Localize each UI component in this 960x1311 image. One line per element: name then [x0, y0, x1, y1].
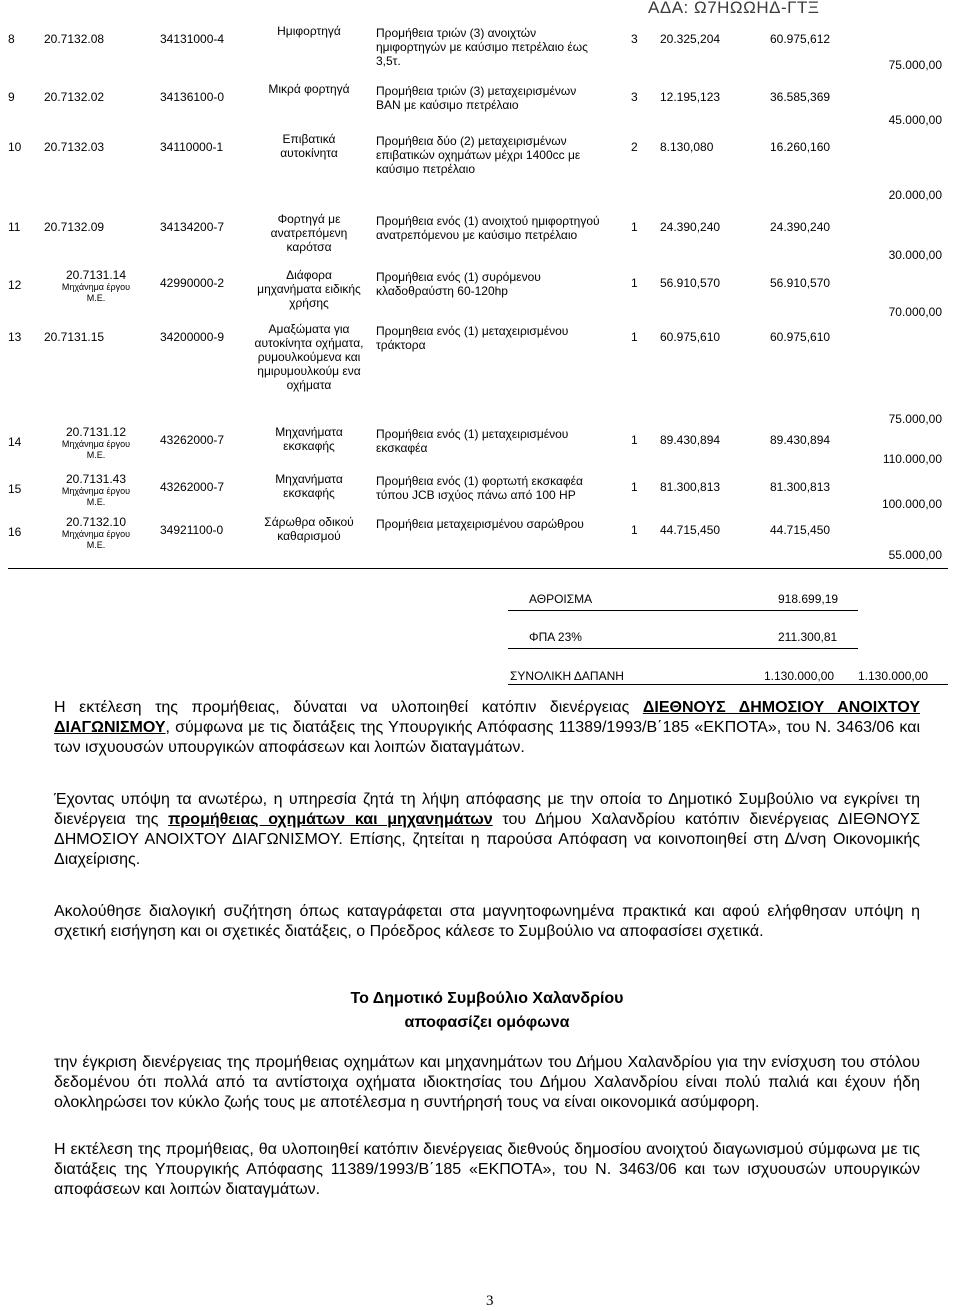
row-budget: 20.000,00 [888, 188, 942, 202]
row-code: 20.7131.12 [65, 425, 127, 439]
row-number: 12 [8, 278, 22, 292]
row-number: 8 [8, 32, 15, 46]
row-code-sub: Μηχάνημα έργου Μ.Ε. [61, 529, 131, 550]
row-quantity: 1 [631, 276, 638, 290]
p3-text: Ακολούθησε διαλογική συζήτηση όπως καταγράφεται στα μαγνητοφωνημένα πρακτικά και αφού ελήφθησαν υπόψη η σχετική εισήγηση και οι σχετικές διατάξεις, ο Πρόεδρος κάλεσε το Συμβούλιο να αποφασίσει σχετικά. [54, 903, 920, 940]
row-quantity: 2 [631, 140, 638, 154]
row-total: 81.300,813 [770, 480, 831, 494]
p1-text-a: Η εκτέλεση της προμήθειας, δύναται να υλοποιηθεί κατόπιν διενέργειας [54, 699, 643, 716]
row-type: Σάρωθρα οδικού καθαρισμού [264, 515, 354, 543]
row-budget: 70.000,00 [888, 305, 942, 319]
row-description: Προμήθεια ενός (1) συρόμενου κλαδοθραύστη 60-120hp [376, 270, 541, 298]
page-number: 3 [486, 1293, 494, 1309]
p4-text: την έγκριση διενέργειας της προμήθειας οχημάτων και μηχανημάτων του Δήμου Χαλανδρίου για την ενίσχυση του στόλου δεδομένου ότι πολλά από τα αντίστοιχα οχήματα ιδιοκτησίας του Δήμου Χαλανδρίου είναι πολύ παλιά και έχουν ήδη ολοκληρώσει τον κύκλο ζωής τους με αποτέλεσμα η συντήρησή τους να είναι οικονομικά ασύμφορη. [54, 1054, 920, 1111]
row-quantity: 3 [631, 90, 638, 104]
p1-text-bold: ΔΙΕΘΝΟΥΣ ΔΗΜΟΣΙΟΥ ΑΝΟΙΧΤΟΥ ΔΙΑΓΩΝΙΣΜΟΥ [54, 699, 921, 736]
paragraph-request [54, 790, 920, 870]
row-cpv: 43262000-7 [160, 433, 225, 447]
paragraph-approval [54, 1053, 920, 1113]
grand-label: ΣΥΝΟΛΙΚΗ ΔΑΠΑΝΗ [510, 669, 624, 683]
row-description: Προμήθεια ενός (1) μεταχειρισμένου εκσκαφέα [376, 427, 569, 455]
row-cpv: 34921100-0 [160, 523, 224, 537]
p2-text-bold: προμήθειας οχημάτων και μηχανημάτων [168, 811, 493, 828]
row-quantity: 1 [631, 330, 638, 344]
row-number: 13 [8, 330, 22, 344]
paragraph-execution-final [54, 1140, 920, 1200]
row-number: 16 [8, 525, 22, 539]
row-code: 20.7132.09 [44, 220, 105, 234]
row-total: 56.910,570 [770, 276, 831, 290]
row-code: 20.7132.03 [44, 140, 105, 154]
row-budget: 55.000,00 [888, 548, 942, 562]
vat-rule [508, 648, 858, 649]
row-quantity: 1 [631, 220, 638, 234]
row-total: 36.585,369 [770, 90, 831, 104]
row-budget: 110.000,00 [882, 452, 942, 466]
row-type: Αμαξώματα για αυτοκίνητα οχήματα, ρυμουλκούμενα και ημιρυμουλκούμ ενα οχήματα [254, 322, 364, 392]
grand-value: 1.130.000,00 [764, 669, 835, 683]
row-unit-price: 8.130,080 [660, 140, 714, 154]
sum-label: ΑΘΡΟΙΣΜΑ [529, 592, 593, 606]
row-description: Προμήθεια ενός (1) φορτωτή εκσκαφέα τύπου JCB ισχύος πάνω από 100 HP [376, 474, 583, 502]
row-unit-price: 56.910,570 [660, 276, 721, 290]
row-cpv: 34131000-4 [160, 32, 225, 46]
row-budget: 75.000,00 [888, 412, 942, 426]
sum-value: 918.699,19 [778, 592, 839, 606]
row-type: Διάφορα μηχανήματα ειδικής χρήσης [257, 268, 361, 310]
row-quantity: 1 [631, 433, 638, 447]
row-number: 9 [8, 90, 15, 104]
row-code: 20.7131.15 [44, 330, 105, 344]
row-code-sub: Μηχάνημα έργου Μ.Ε. [61, 439, 131, 460]
row-unit-price: 24.390,240 [660, 220, 721, 234]
table-bottom-rule [8, 568, 948, 569]
p5-text: Η εκτέλεση της προμήθειας, θα υλοποιηθεί κατόπιν διενέργειας διεθνούς δημοσίου ανοιχτού διαγωνισμού σύμφωνα με τις διατάξεις της Υπουργικής Απόφασης 11389/1993/Β΄185 «ΕΚΠΟΤΑ», του Ν. 3463/06 και των ισχυουσών υπουργικών αποφάσεων και λοιπών διαταγμάτων. [54, 1141, 920, 1198]
row-code: 20.7131.14 [65, 268, 127, 282]
row-unit-price: 12.195,123 [660, 90, 721, 104]
row-budget: 45.000,00 [888, 113, 942, 127]
row-quantity: 1 [631, 523, 638, 537]
paragraph-discussion [54, 902, 920, 942]
row-unit-price: 81.300,813 [660, 480, 721, 494]
row-unit-price: 20.325,204 [660, 32, 721, 46]
row-code-sub: Μηχάνημα έργου Μ.Ε. [61, 282, 131, 303]
row-code: 20.7131.43 [65, 472, 127, 486]
row-quantity: 3 [631, 32, 638, 46]
row-type: Μηχανήματα εκσκαφής [275, 472, 343, 500]
row-description: Προμηθεια ενός (1) μεταχειρισμένου τράκτορα [376, 324, 569, 352]
row-number: 10 [8, 140, 22, 154]
row-description: Προμήθεια τριών (3) ανοιχτών ημιφορτηγών με καύσιμο πετρέλαιο έως 3,5τ. [376, 26, 588, 68]
row-budget: 100.000,00 [881, 497, 942, 511]
row-code: 20.7132.02 [44, 90, 105, 104]
row-description: Προμήθεια τριών (3) μεταχειρισμένων ΒΑΝ με καύσιμο πετρέλαιο [376, 84, 577, 112]
row-budget: 30.000,00 [888, 248, 942, 262]
row-cpv: 43262000-7 [160, 480, 225, 494]
row-total: 89.430,894 [770, 433, 831, 447]
row-cpv: 34200000-9 [160, 330, 225, 344]
row-type: Επιβατικά αυτοκίνητα [280, 132, 338, 160]
p1-text-c: , σύμφωνα με τις διατάξεις της Υπουργικής Απόφασης 11389/1993/Β΄185 «ΕΚΠΟΤΑ», του Ν. 3463/06 και των ισχυουσών υπουργικών αποφάσεων και λοιπών διαταγμάτων. [54, 719, 920, 756]
row-number: 14 [8, 435, 22, 449]
row-cpv: 42990000-2 [160, 276, 225, 290]
p2-text-a: Έχοντας υπόψη τα ανωτέρω, η υπηρεσία ζητά τη λήψη απόφασης με την οποία το Δημοτικό Συμβούλιο να εγκρίνει τη διενέργεια της [54, 791, 920, 828]
row-description: Προμήθεια δύο (2) μεταχειρισμένων επιβατικών οχημάτων μέχρι 1400cc με καύσιμο πετρέλαιο [376, 134, 581, 176]
row-unit-price: 44.715,450 [660, 523, 721, 537]
row-unit-price: 60.975,610 [660, 330, 721, 344]
decision-title: Το Δημοτικό Συμβούλιο Χαλανδρίου [350, 990, 624, 1007]
vat-value: 211.300,81 [778, 630, 838, 644]
row-type: Μικρά φορτηγά [268, 82, 350, 96]
row-number: 11 [8, 220, 21, 234]
vat-label: ΦΠΑ 23% [529, 630, 582, 644]
row-code: 20.7132.10 [65, 515, 127, 529]
row-description: Προμήθεια μεταχειρισμένου σαρώθρου [376, 517, 584, 531]
row-budget: 75.000,00 [888, 58, 942, 72]
row-code: 20.7132.08 [44, 32, 105, 46]
row-total: 44.715,450 [770, 523, 831, 537]
row-code-sub: Μηχάνημα έργου Μ.Ε. [61, 486, 131, 507]
row-unit-price: 89.430,894 [660, 433, 721, 447]
row-description: Προμήθεια ενός (1) ανοιχτού ημιφορτηγού ανατρεπόμενου με καύσιμο πετρέλαιο [376, 214, 600, 242]
row-number: 15 [8, 482, 22, 496]
row-total: 60.975,610 [770, 330, 831, 344]
grand-rule [508, 684, 948, 685]
row-total: 24.390,240 [770, 220, 831, 234]
row-type: Ημιφορτηγά [277, 24, 341, 38]
decision-subtitle: αποφασίζει ομόφωνα [404, 1014, 570, 1031]
sum-rule [508, 610, 858, 611]
row-total: 60.975,612 [770, 32, 831, 46]
ada-header: ΑΔΑ: Ω7ΗΩΩΗΔ-ΓΤΞ [648, 0, 820, 17]
row-cpv: 34136100-0 [160, 90, 225, 104]
row-cpv: 34110000-1 [160, 140, 224, 154]
row-cpv: 34134200-7 [160, 220, 225, 234]
grand-budget: 1.130.000,00 [858, 669, 929, 683]
row-quantity: 1 [631, 480, 638, 494]
row-total: 16.260,160 [770, 140, 831, 154]
row-type: Φορτηγά με ανατρεπόμενη καρότσα [270, 212, 348, 254]
row-type: Μηχανήματα εκσκαφής [275, 425, 343, 453]
paragraph-execution [54, 698, 920, 758]
p2-text-c: του Δήμου Χαλανδρίου κατόπιν διενέργειας ΔΙΕΘΝΟΥΣ ΔΗΜΟΣΙΟΥ ΑΝΟΙΧΤΟΥ ΔΙΑΓΩΝΙΣΜΟΥ. Επίσης, ζητείται η παρούσα Απόφαση να κοινοποιηθεί στη Δ/νση Οικονομικής Διαχείρισης. [54, 811, 921, 868]
